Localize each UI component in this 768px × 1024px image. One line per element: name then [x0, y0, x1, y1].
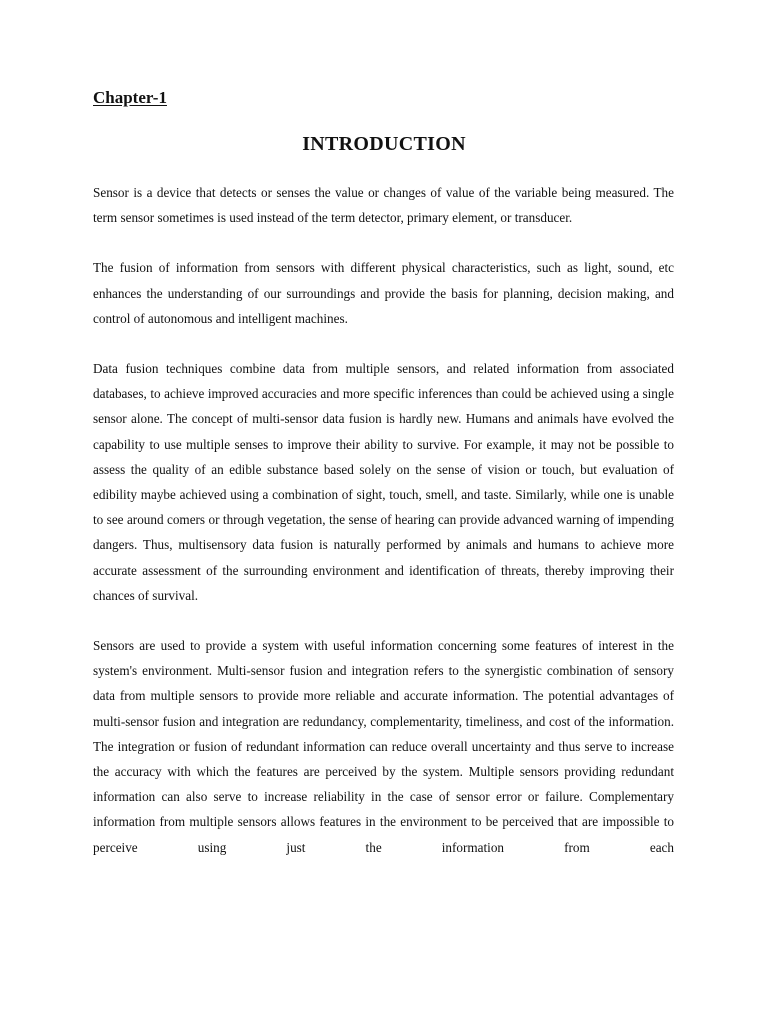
- paragraph-4: Sensors are used to provide a system with useful information concerning some features of interest in the system's environment. Multi-sensor fusion and integration refers to the synergistic combination of sensory data from multiple sensors to provide more reliable and accurate information. The potential advantages of multi-sensor fusion and integration are redundancy, complementarity, timeliness, and cost of the information. The integration or fusion of redundant information can reduce overall uncertainty and thus serve to increase the accuracy with which the features are perceived by the system. Multiple sensors providing redundant information can also serve to increase reliability in the case of sensor error or failure. Complementary information from multiple sensors allows features in the environment to be perceived that are impossible to perceive using just the information from each: [93, 638, 674, 855]
- body-text: [93, 180, 674, 885]
- paragraph-3: Data fusion techniques combine data from multiple sensors, and related information from associated databases, to achieve improved accuracies and more specific inferences than could be achieved using a single sensor alone. The concept of multi-sensor data fusion is hardly new. Humans and animals have evolved the capability to use multiple senses to improve their ability to survive. For example, it may not be possible to assess the quality of an edible substance based solely on the sense of vision or touch, but evaluation of edibility maybe achieved using a combination of sight, touch, smell, and taste. Similarly, while one is unable to see around comers or through vegetation, the sense of hearing can provide advanced warning of impending dangers. Thus, multisensory data fusion is naturally performed by animals and humans to achieve more accurate assessment of the surrounding environment and identification of threats, thereby improving their chances of survival.: [93, 361, 674, 603]
- chapter-label: Chapter-1: [93, 88, 167, 107]
- paragraph-2: The fusion of information from sensors with different physical characteristics, such as light, sound, etc enhances the understanding of our surroundings and provide the basis for planning, decision making, and control of autonomous and intelligent machines.: [93, 260, 674, 326]
- page-title: INTRODUCTION: [302, 133, 466, 155]
- paragraph-1: Sensor is a device that detects or senses the value or changes of value of the variable being measured. The term sensor sometimes is used instead of the term detector, primary element, or transducer.: [93, 185, 674, 226]
